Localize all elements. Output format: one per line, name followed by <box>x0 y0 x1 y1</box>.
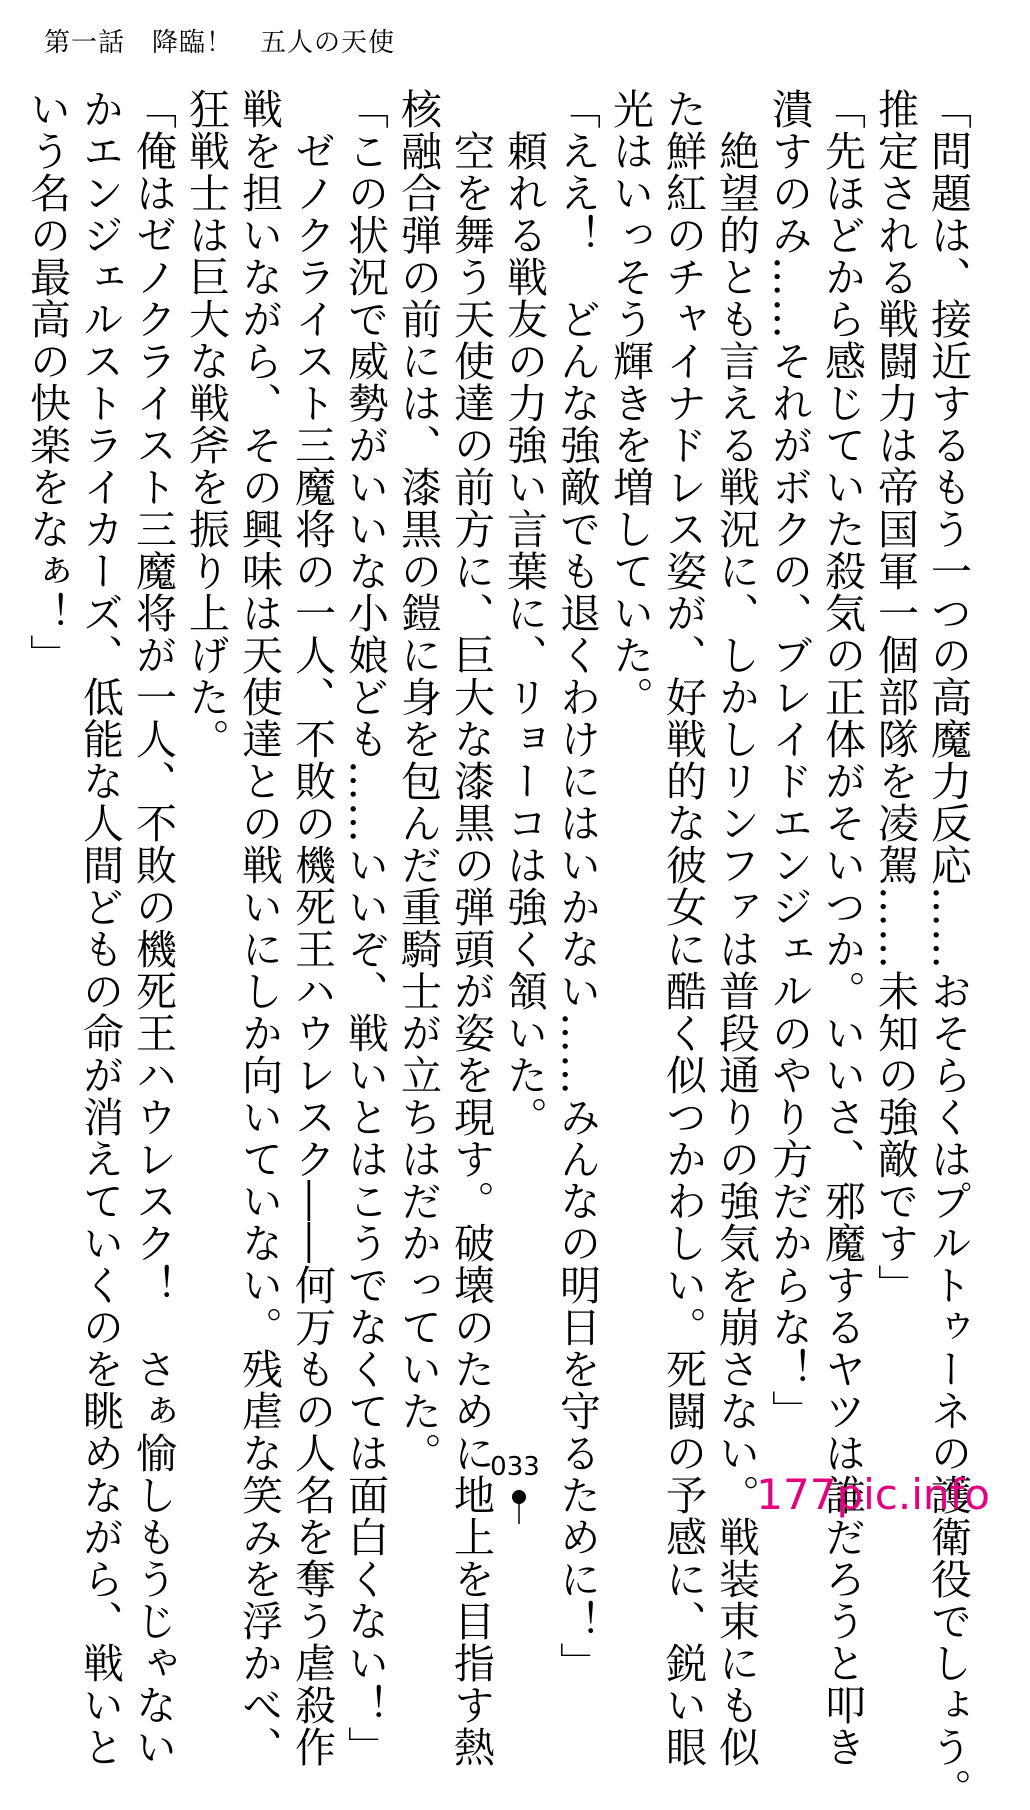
chapter-header: 第一話 降臨！ 五人の天使 <box>44 28 396 58</box>
text-line: 推定される戦闘力は帝国軍一個部隊を凌駕……未知の強敵です」 <box>871 88 919 1306</box>
text-line: 光はいっそう輝きを増していた。 <box>606 88 654 718</box>
text-line: 戦を担いながら、その興味は天使達との戦いにしか向いていない。残虐な笑みを浮かべ、 <box>235 88 283 1768</box>
text-line: 狂戦士は巨大な戦斧を振り上げた。 <box>182 88 230 760</box>
text-line: 空を舞う天使達の前方に、巨大な漆黒の弾頭が姿を現す。破壊のために地上を目指す熱 <box>447 88 495 1768</box>
page-number: 033 <box>490 1452 540 1482</box>
text-line: 「この状況で威勢がいいな小娘ども……いいぞ、戦いとはこうでなくては面白くない！」 <box>341 88 389 1768</box>
text-line: 潰すのみ……それがボクの、ブレイドエンジェルのやり方だからな！」 <box>765 88 813 1432</box>
watermark: 177pic.info <box>756 1470 990 1519</box>
text-line: 絶望的とも言える戦況に、しかしリンファは普段通りの強気を崩さない。戦装束にも似 <box>712 88 760 1768</box>
text-line: 「問題は、接近するもう一つの高魔力反応……おそらくはプルトゥーネの護衛役でしょう。 <box>924 88 972 1810</box>
text-line: 「先ほどから感じていた殺気の正体がそいつか。いいさ、邪魔するヤツは誰だろうと叩き <box>818 88 866 1768</box>
text-line: 頼れる戦友の力強い言葉に、リョーコは強く頷いた。 <box>500 88 548 1138</box>
text-line: いう名の最高の快楽をなぁ！」 <box>23 88 71 676</box>
text-line: 核融合弾の前には、漆黒の鎧に身を包んだ重騎士が立ちはだかっていた。 <box>394 88 442 1474</box>
text-line: ゼノクライスト三魔将の一人、不敗の機死王ハウレスク――何万もの人名を奪う虐殺作 <box>288 88 336 1768</box>
text-line: 「俺はゼノクライスト三魔将が一人、不敗の機死王ハウレスク！ さぁ愉しもうじゃない <box>129 88 177 1768</box>
text-line: かエンジェルストライカーズ、低能な人間どもの命が消えていくのを眺めながら、戦いと <box>76 88 124 1768</box>
text-line: た鮮紅のチャイナドレス姿が、好戦的な彼女に酷く似つかわしい。死闘の予感に、鋭い眼 <box>659 88 707 1768</box>
text-line: 「ええ！ どんな強敵でも退くわけにはいかない……みんなの明日を守るために！」 <box>553 88 601 1684</box>
page-marker-icon <box>510 1488 528 1524</box>
